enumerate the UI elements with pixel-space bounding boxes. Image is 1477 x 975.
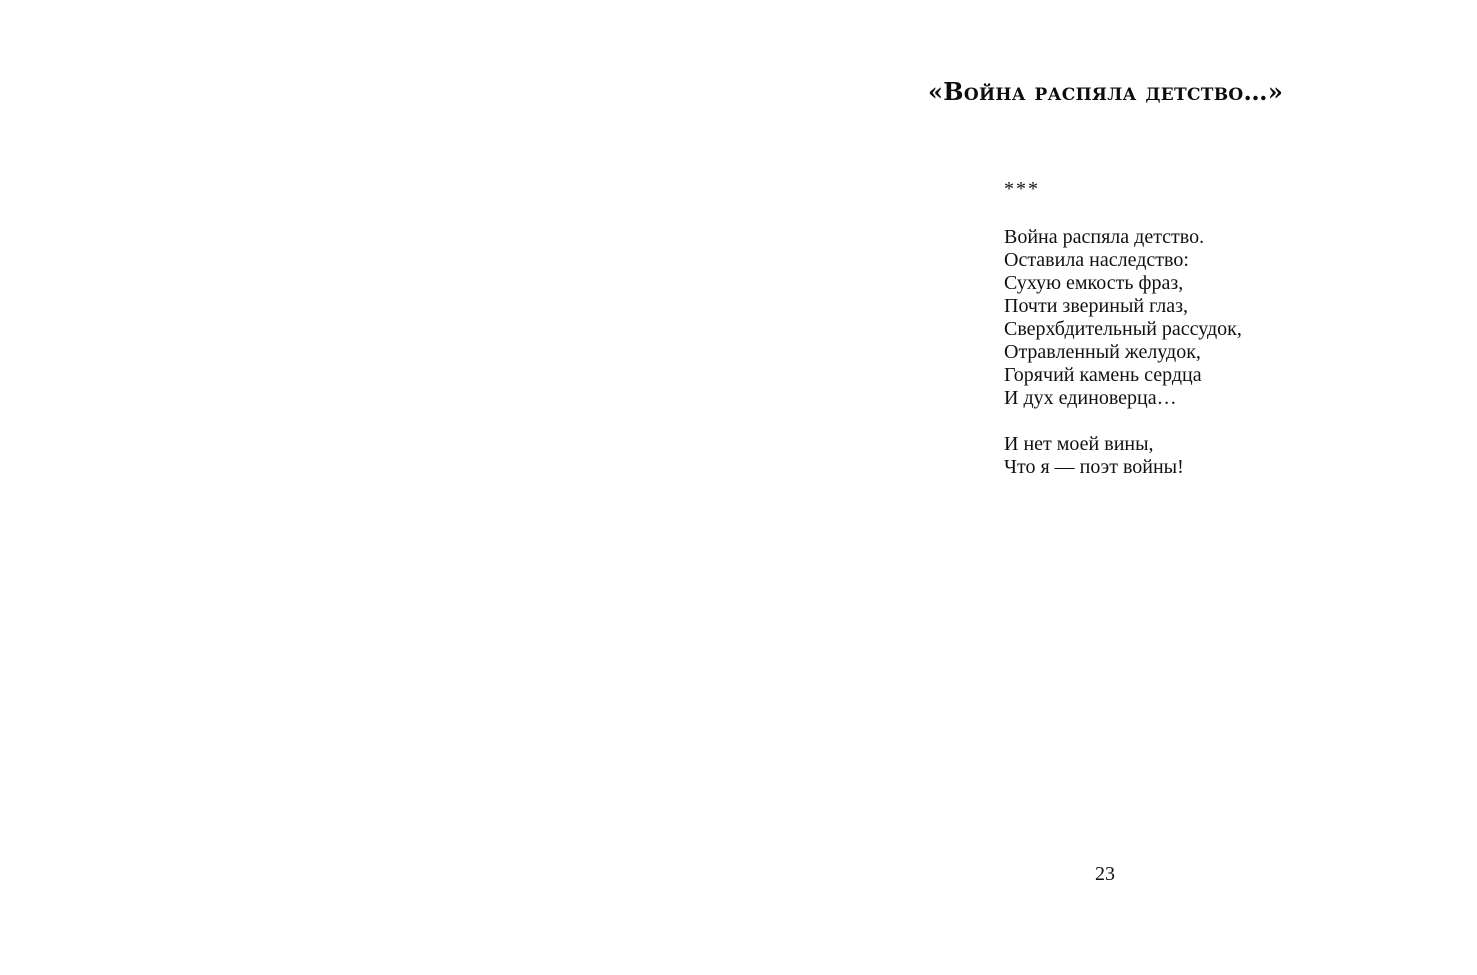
poem-line: И дух единоверца…	[1004, 387, 1177, 409]
poem-line: Почти звериный глаз,	[1004, 295, 1189, 317]
poem-line: Горячий камень сердца	[1004, 364, 1202, 386]
poem-line: И нет моей вины,	[1004, 433, 1154, 455]
right-page	[738, 0, 1477, 975]
poem-body	[1004, 178, 1242, 502]
poem-line: Сверхбдительный рассудок,	[1004, 318, 1242, 340]
poem-line: Сухую емкость фраз,	[1004, 272, 1184, 294]
page-number: 23	[1095, 863, 1115, 885]
poem-line: Отравленный желудок,	[1004, 341, 1201, 363]
poem-line: Война распяла детство.	[1004, 226, 1205, 248]
poem-title: «Война распяла детство…»	[928, 77, 1284, 106]
stanza-1	[1004, 226, 1242, 410]
poem-line: Что я — поэт войны!	[1004, 456, 1184, 478]
left-page-blank	[0, 0, 738, 975]
stanza-2	[1004, 433, 1242, 479]
poem-line: Оставила наследство:	[1004, 249, 1189, 271]
section-asterism: ***	[1004, 178, 1040, 200]
